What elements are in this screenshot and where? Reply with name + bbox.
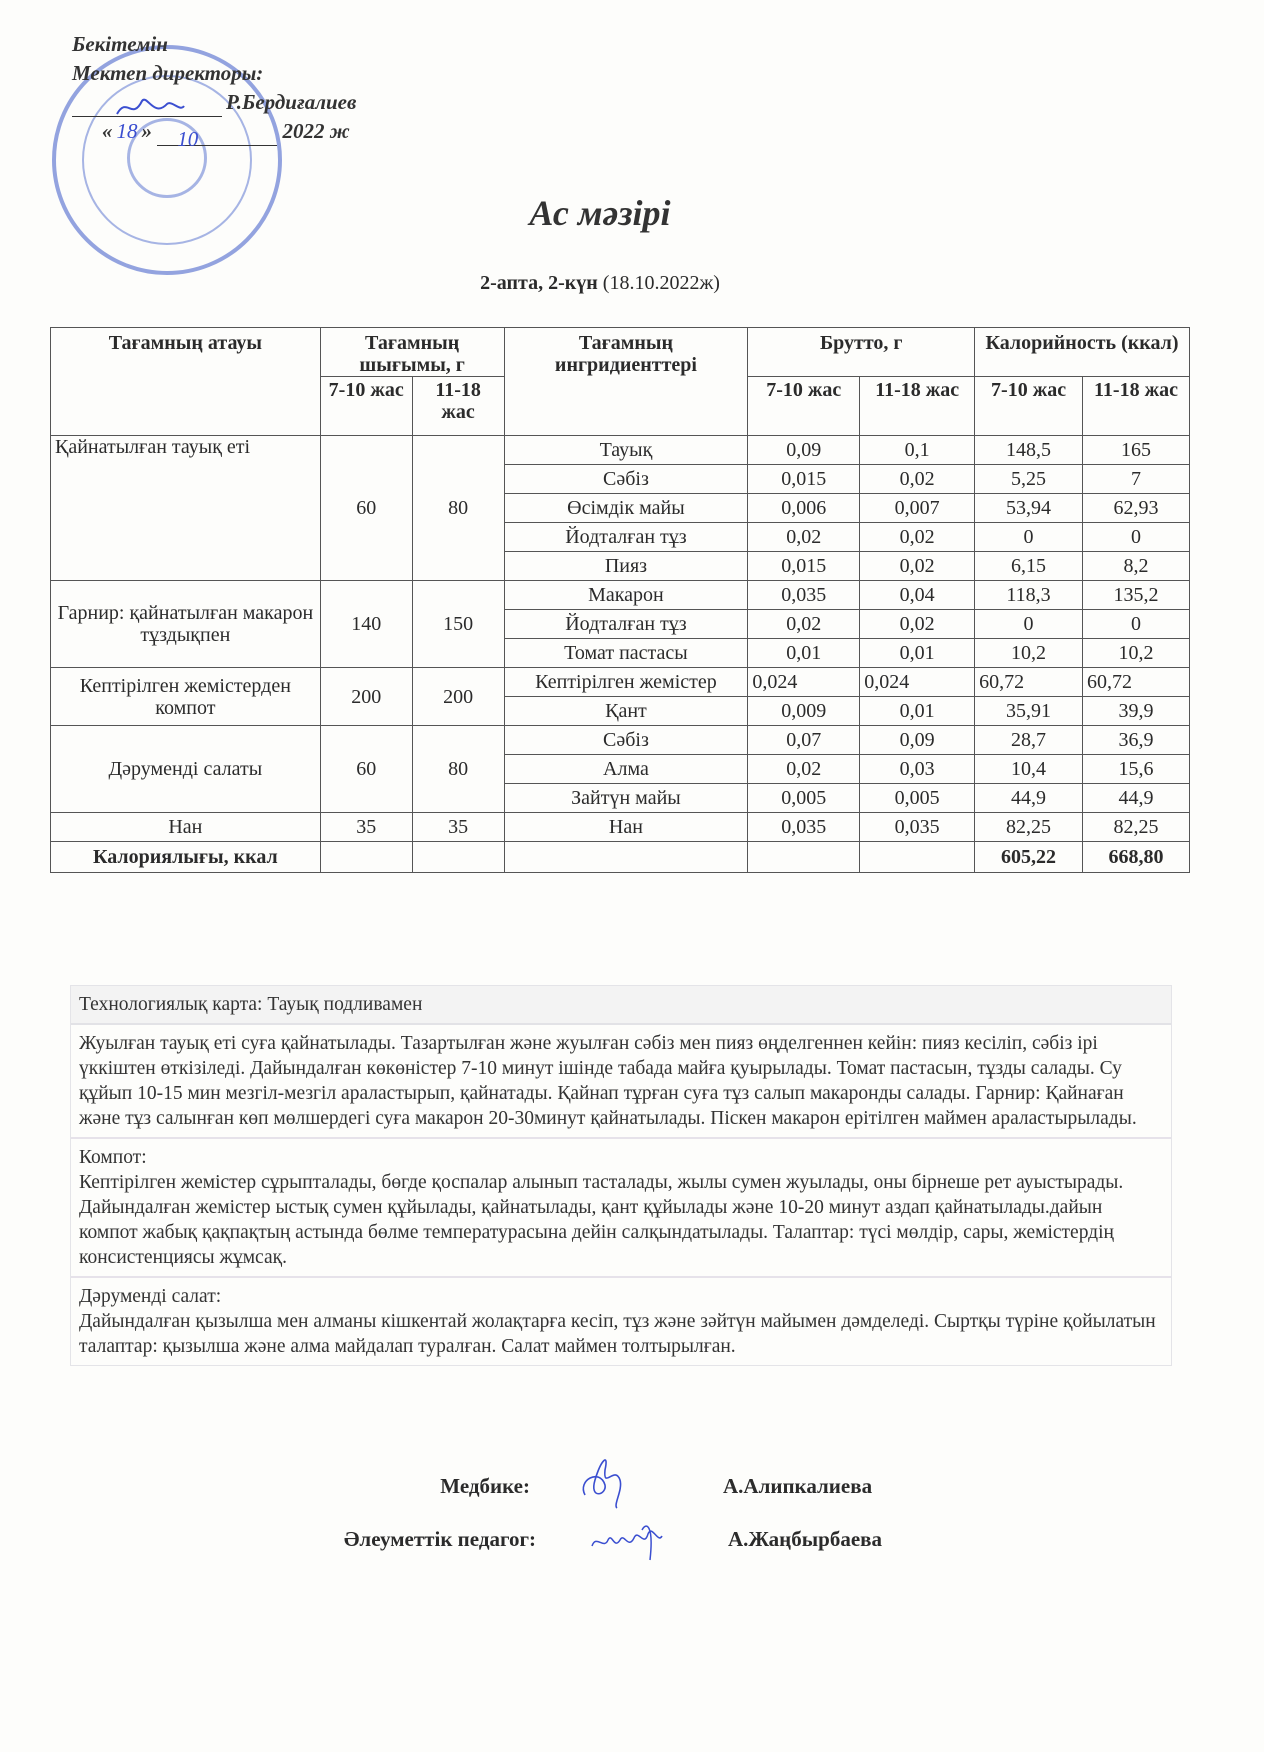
section-text: Жуылған тауық еті суға қайнатылады. Тазартылған және жуылған сәбіз мен пияз өңделгеннен кейін: пияз кесіліп, сәбіз ірі үккіштен өткізіледі. Дайындалған көкөністер 7-10 минут ішінде табада майға қуырылады. Томат пастасын, тұзды салады. Су құйып 10-15 мин мезгіл-мезгіл араластырып, қайнатады. Қайнап тұрған суға тұз салып макаронды салады. Гарнир: Қайнаған және тұз салынған көп мөлшердегі суға макарон 20-30минут қайнатылады. Піскен макарон ерітілген маймен араластырылады. — [79, 1033, 1137, 1129]
calories-age-a: 6,15 — [975, 552, 1083, 581]
date-month-line — [157, 125, 277, 151]
tech-card — [70, 985, 1172, 1366]
gross-age-a: 0,02 — [748, 523, 860, 552]
signature-name: А.Алипкалиева — [723, 1474, 873, 1498]
menu-table — [50, 327, 1190, 873]
ingredient-name: Сәбіз — [504, 465, 748, 494]
gross-age-a: 0,09 — [748, 436, 860, 465]
calories-age-a: 28,7 — [975, 726, 1083, 755]
calories-age-b: 36,9 — [1083, 726, 1190, 755]
calories-age-b: 165 — [1083, 436, 1190, 465]
calories-age-b: 10,2 — [1083, 639, 1190, 668]
ingredient-name: Алма — [504, 755, 748, 784]
gross-age-b: 0,024 — [860, 668, 975, 697]
header-output-age-a: 7-10 жас — [320, 377, 412, 436]
gross-age-b: 0,09 — [860, 726, 975, 755]
calories-age-a: 44,9 — [975, 784, 1083, 813]
tech-card-title: Технологиялық карта: Тауық подливамен — [71, 986, 1171, 1025]
signature-scribble-icon — [72, 96, 222, 118]
ingredient-name: Йодталған тұз — [504, 610, 748, 639]
menu-table-body — [51, 436, 1190, 842]
section-text: Кептірілген жемістер сұрыпталады, бөгде қоспалар алынып тасталады, жылы сумен жуылады, оны бірнеше рет ауыстырады. Дайындалған жемістер ыстық сумен құйылады, қайнатылады, қант құйылады және 10-20 минут аздап қайнатылады.дайын компот жабық қақпақтың астында бөлме температурасына дейін салқындатылады. Талаптар: түсі мөлдір, сары, жемістердің консистенциясы жұмсақ. — [79, 1172, 1124, 1268]
gross-age-a: 0,005 — [748, 784, 860, 813]
header-ingredients: Тағамның ингридиенттері — [504, 328, 748, 436]
approval-line2: Мектеп директоры: — [72, 61, 264, 85]
gross-age-a: 0,02 — [748, 755, 860, 784]
calories-age-a: 10,4 — [975, 755, 1083, 784]
gross-age-b: 0,02 — [860, 610, 975, 639]
ingredient-name: Томат пастасы — [504, 639, 748, 668]
signature-name: А.Жаңбырбаева — [728, 1527, 882, 1551]
gross-age-b: 0,005 — [860, 784, 975, 813]
calories-age-a: 0 — [975, 610, 1083, 639]
gross-age-a: 0,01 — [748, 639, 860, 668]
ingredient-name: Зайтүн майы — [504, 784, 748, 813]
date-quote-close: » — [141, 119, 152, 143]
empty-cell — [748, 842, 860, 873]
date-month: 10 — [177, 127, 199, 151]
signature-role: Әлеуметтік педагог: — [343, 1527, 536, 1551]
calories-age-b: 135,2 — [1083, 581, 1190, 610]
ingredient-name: Тауық — [504, 436, 748, 465]
total-row — [51, 842, 1190, 873]
director-name: Р.Бердиғалиев — [226, 90, 357, 114]
empty-cell — [504, 842, 748, 873]
table-header-row — [51, 328, 1190, 377]
dish-output-age-b: 150 — [412, 581, 504, 668]
approval-date-line — [72, 117, 356, 151]
gross-age-a: 0,015 — [748, 465, 860, 494]
calories-age-a: 35,91 — [975, 697, 1083, 726]
gross-age-b: 0,04 — [860, 581, 975, 610]
dish-output-age-b: 80 — [412, 436, 504, 581]
calories-age-b: 44,9 — [1083, 784, 1190, 813]
nurse-signature-icon — [575, 1450, 635, 1512]
date-quote-open: « — [102, 119, 113, 143]
calories-age-a: 60,72 — [975, 668, 1083, 697]
section-heading: Компот: — [79, 1147, 147, 1168]
table-row — [51, 726, 1190, 755]
ingredient-name: Пияз — [504, 552, 748, 581]
ingredient-name: Нан — [504, 813, 748, 842]
gross-age-a: 0,015 — [748, 552, 860, 581]
header-cal-age-a: 7-10 жас — [975, 377, 1083, 436]
approval-block — [72, 30, 357, 151]
ingredient-name: Сәбіз — [504, 726, 748, 755]
gross-age-b: 0,1 — [860, 436, 975, 465]
table-row — [51, 813, 1190, 842]
dish-output-age-b: 35 — [412, 813, 504, 842]
gross-age-b: 0,02 — [860, 523, 975, 552]
gross-age-b: 0,01 — [860, 639, 975, 668]
header-output: Тағамның шығымы, г — [320, 328, 504, 377]
dish-name: Гарнир: қайнатылған макарон тұздықпен — [51, 581, 321, 668]
page-title: Ас мәзірі — [529, 193, 671, 233]
gross-age-a: 0,035 — [748, 813, 860, 842]
dish-output-age-a: 140 — [320, 581, 412, 668]
gross-age-a: 0,024 — [748, 668, 860, 697]
calories-age-a: 53,94 — [975, 494, 1083, 523]
total-cal-age-b: 668,80 — [1083, 842, 1190, 873]
gross-age-b: 0,01 — [860, 697, 975, 726]
header-output-age-b: 11-18 жас — [412, 377, 504, 436]
signature-role: Медбике: — [440, 1474, 530, 1498]
total-label: Калориялығы, ккал — [51, 842, 321, 873]
calories-age-b: 8,2 — [1083, 552, 1190, 581]
dish-output-age-a: 60 — [320, 436, 412, 581]
calories-age-a: 5,25 — [975, 465, 1083, 494]
dish-name: Кептірілген жемістерден компот — [51, 668, 321, 726]
empty-cell — [320, 842, 412, 873]
header-cal-age-b: 11-18 жас — [1083, 377, 1190, 436]
tech-card-section-salad — [71, 1278, 1171, 1365]
dish-output-age-b: 200 — [412, 668, 504, 726]
dish-name: Нан — [51, 813, 321, 842]
gross-age-a: 0,07 — [748, 726, 860, 755]
gross-age-b: 0,02 — [860, 552, 975, 581]
dish-output-age-a: 200 — [320, 668, 412, 726]
date-label: (18.10.2022ж) — [597, 272, 720, 294]
gross-age-b: 0,02 — [860, 465, 975, 494]
header-gross: Брутто, г — [748, 328, 975, 377]
section-text: Дайындалған қызылша мен алманы кішкентай жолақтарға кесіп, тұз және зәйтүн майымен дәмделеді. Сыртқы түріне қойылатын талаптар: қызылша және алма майдалап туралған. Салат маймен толтырылған. — [79, 1311, 1156, 1357]
header-gross-age-a: 7-10 жас — [748, 377, 860, 436]
week-day-label: 2-апта, 2-күн — [480, 272, 598, 294]
calories-age-b: 7 — [1083, 465, 1190, 494]
table-row — [51, 581, 1190, 610]
tech-card-section-main — [71, 1025, 1171, 1139]
page-subtitle — [0, 272, 1200, 295]
section-heading: Дәруменді салат: — [79, 1286, 222, 1307]
calories-age-a: 82,25 — [975, 813, 1083, 842]
table-row — [51, 668, 1190, 697]
ingredient-name: Кептірілген жемістер — [504, 668, 748, 697]
dish-output-age-a: 60 — [320, 726, 412, 813]
director-signature — [72, 96, 222, 117]
dish-output-age-a: 35 — [320, 813, 412, 842]
empty-cell — [860, 842, 975, 873]
calories-age-b: 0 — [1083, 610, 1190, 639]
calories-age-a: 148,5 — [975, 436, 1083, 465]
approval-line1: Бекітемін — [72, 32, 168, 56]
gross-age-b: 0,03 — [860, 755, 975, 784]
ingredient-name: Макарон — [504, 581, 748, 610]
calories-age-b: 15,6 — [1083, 755, 1190, 784]
calories-age-b: 39,9 — [1083, 697, 1190, 726]
calories-age-a: 0 — [975, 523, 1083, 552]
ingredient-name: Йодталған тұз — [504, 523, 748, 552]
calories-age-a: 10,2 — [975, 639, 1083, 668]
tech-card-section-compote — [71, 1139, 1171, 1278]
header-calories: Калорийность (ккал) — [975, 328, 1190, 377]
calories-age-b: 0 — [1083, 523, 1190, 552]
ingredient-name: Қант — [504, 697, 748, 726]
calories-age-b: 62,93 — [1083, 494, 1190, 523]
dish-name: Дәруменді салаты — [51, 726, 321, 813]
ingredient-name: Өсімдік майы — [504, 494, 748, 523]
gross-age-a: 0,035 — [748, 581, 860, 610]
header-dish: Тағамның атауы — [51, 328, 321, 436]
table-row — [51, 436, 1190, 465]
calories-age-a: 118,3 — [975, 581, 1083, 610]
date-day: 18 — [116, 119, 138, 143]
dish-output-age-b: 80 — [412, 726, 504, 813]
empty-cell — [412, 842, 504, 873]
gross-age-b: 0,035 — [860, 813, 975, 842]
gross-age-a: 0,02 — [748, 610, 860, 639]
gross-age-a: 0,009 — [748, 697, 860, 726]
calories-age-b: 82,25 — [1083, 813, 1190, 842]
total-cal-age-a: 605,22 — [975, 842, 1083, 873]
approval-director-line — [72, 88, 356, 117]
date-year: 2022 ж — [282, 119, 350, 143]
dish-name: Қайнатылған тауық еті — [51, 436, 321, 581]
gross-age-b: 0,007 — [860, 494, 975, 523]
gross-age-a: 0,006 — [748, 494, 860, 523]
calories-age-b: 60,72 — [1083, 668, 1190, 697]
pedagogue-signature-icon — [588, 1520, 668, 1565]
header-gross-age-b: 11-18 жас — [860, 377, 975, 436]
